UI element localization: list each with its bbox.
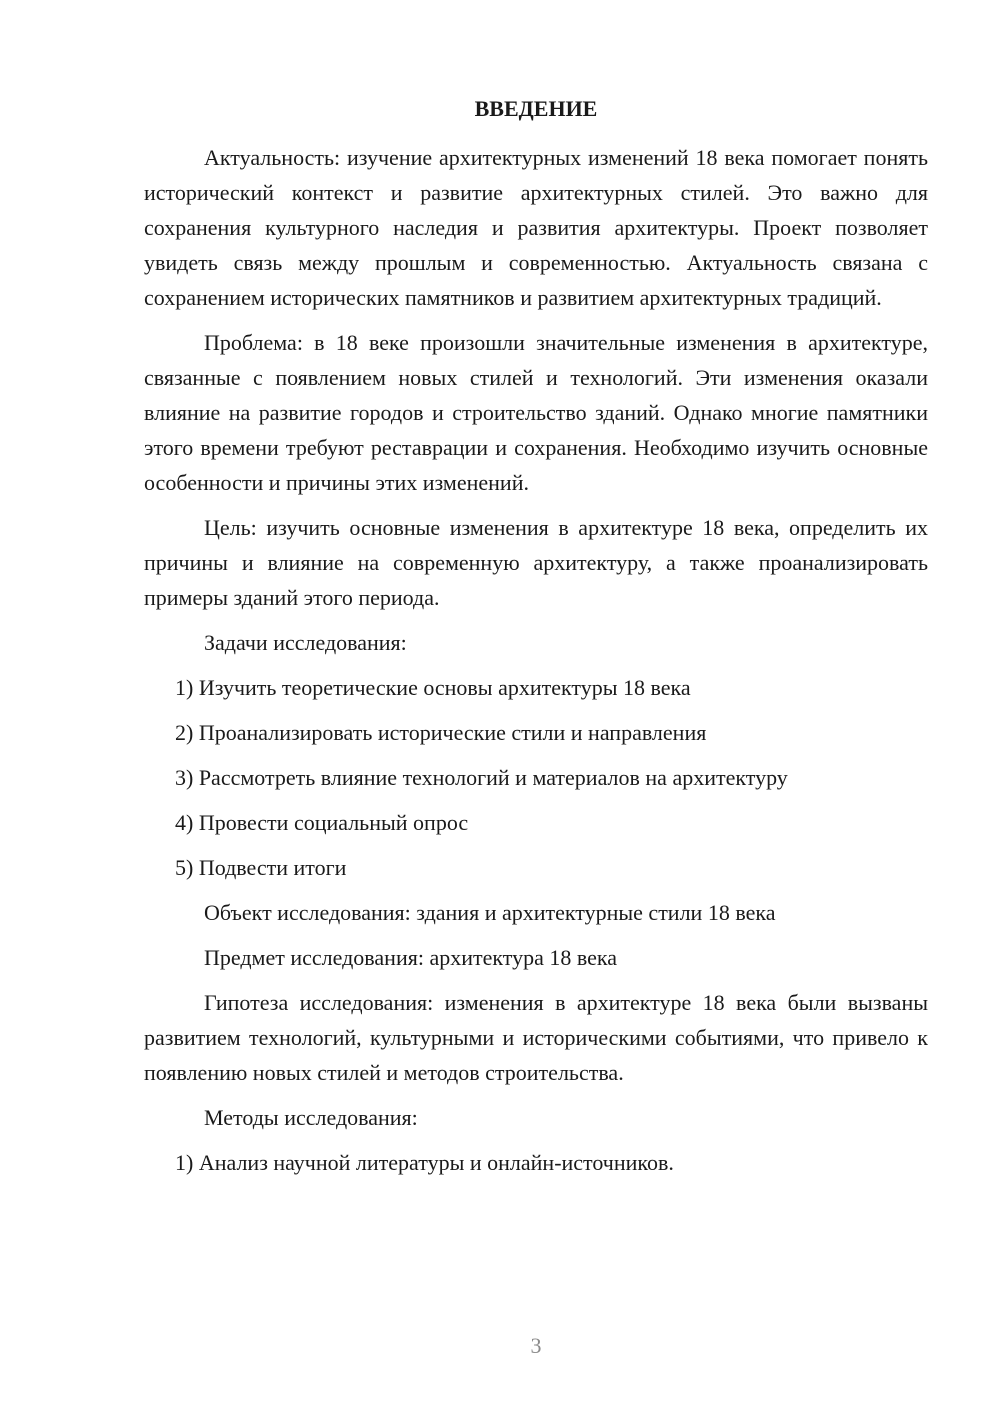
tasks-heading: Задачи исследования:	[204, 630, 407, 655]
task-item-5: 5) Подвести итоги	[175, 855, 347, 880]
task-item-3: 3) Рассмотреть влияние технологий и материалов на архитектуру	[175, 765, 788, 790]
research-subject: Предмет исследования: архитектура 18 века	[204, 945, 617, 970]
methods-heading: Методы исследования:	[204, 1105, 418, 1130]
hypothesis-paragraph: Гипотеза исследования: изменения в архитектуре 18 века были вызваны развитием технологий, культурными и историческими событиями, что привело к появлению новых стилей и методов строительства.	[144, 990, 928, 1085]
relevance-paragraph: Актуальность: изучение архитектурных изменений 18 века помогает понять исторический контекст и развитие архитектурных стилей. Это важно для сохранения культурного наследия и развития архитектуры. Проект позволяет увидеть связь между прошлым и современностью. Актуальность связана с сохранением исторических памятников и развитием архитектурных традиций.	[144, 145, 928, 310]
problem-paragraph: Проблема: в 18 веке произошли значительные изменения в архитектуре, связанные с появлением новых стилей и технологий. Эти изменения оказали влияние на развитие городов и строительство зданий. Однако многие памятники этого времени требуют реставрации и сохранения. Необходимо изучить основные особенности и причины этих изменений.	[144, 330, 928, 495]
page-number: 3	[530, 1333, 542, 1358]
section-title: ВВЕДЕНИЕ	[474, 96, 598, 121]
research-object: Объект исследования: здания и архитектурные стили 18 века	[204, 900, 776, 925]
task-item-2: 2) Проанализировать исторические стили и направления	[175, 720, 707, 745]
task-item-1: 1) Изучить теоретические основы архитектуры 18 века	[175, 675, 691, 700]
document-page	[144, 94, 928, 1190]
method-item-1: 1) Анализ научной литературы и онлайн-источников.	[175, 1150, 674, 1175]
goal-paragraph: Цель: изучить основные изменения в архитектуре 18 века, определить их причины и влияние на современную архитектуру, а также проанализировать примеры зданий этого периода.	[144, 515, 928, 610]
task-item-4: 4) Провести социальный опрос	[175, 810, 469, 835]
